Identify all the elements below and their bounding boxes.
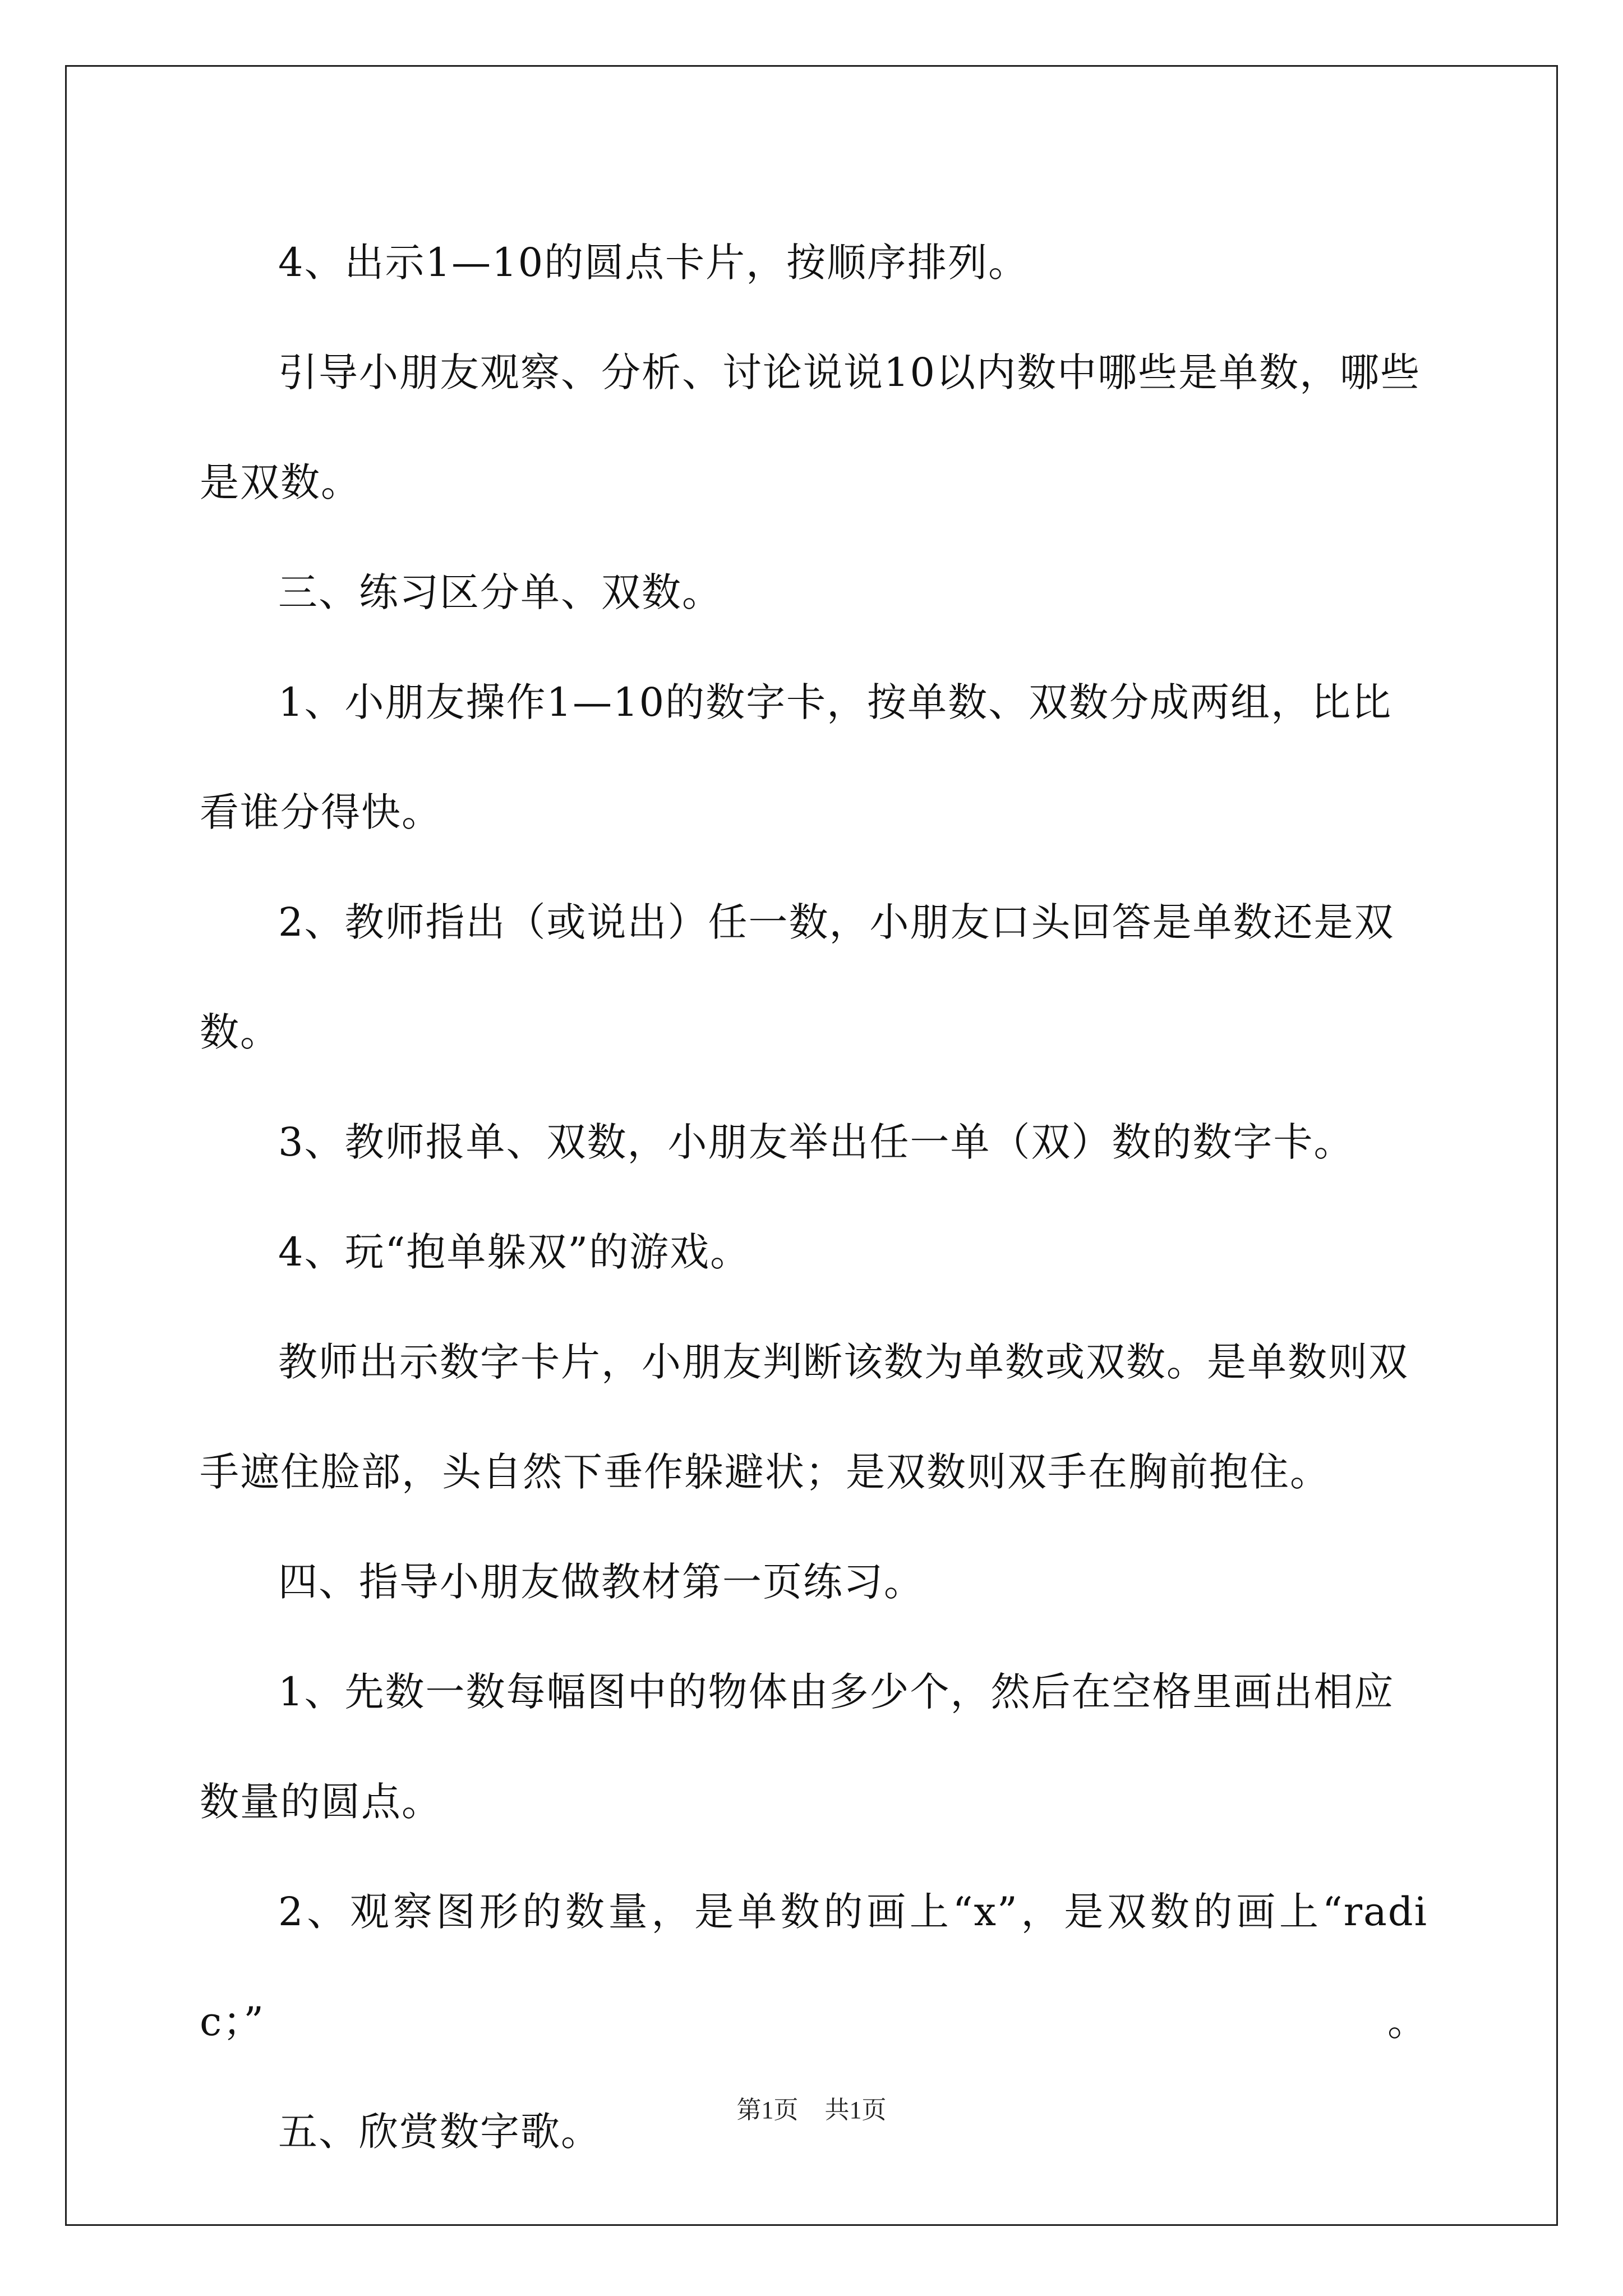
page-footer xyxy=(0,2090,1623,2125)
paragraph: 四、指导小朋友做教材第一页练习。 xyxy=(278,1559,924,1605)
paragraph: 4、出示1—10的圆点卡片，按顺序排列。 xyxy=(278,240,1029,286)
paragraph: 三、练习区分单、双数。 xyxy=(278,569,722,615)
page-total: 共1页 xyxy=(824,2096,887,2124)
paragraph: 教师出示数字卡片，小朋友判断该数为单数或双数。是单数则双手遮住脸部，头自然下垂作躲避状；是双数则双手在胸前抱住。 xyxy=(200,1339,1409,1495)
paragraph: 2、观察图形的数量，是单数的画上“x”，是双数的画上“radic；”。 xyxy=(200,1889,1428,2045)
page-number: 第1页 xyxy=(736,2096,799,2124)
paragraph: 4、玩“抱单躲双”的游戏。 xyxy=(278,1229,751,1275)
document-body xyxy=(200,208,1428,2187)
paragraph: 引导小朋友观察、分析、讨论说说10以内数中哪些是单数，哪些是双数。 xyxy=(200,349,1421,505)
paragraph: 1、小朋友操作1—10的数字卡，按单数、双数分成两组，比比看谁分得快。 xyxy=(200,679,1393,835)
paragraph: 3、教师报单、双数，小朋友举出任一单（双）数的数字卡。 xyxy=(278,1119,1354,1165)
paragraph: 2、教师指出（或说出）任一数，小朋友口头回答是单数还是双数。 xyxy=(200,899,1395,1055)
paragraph: 五、欣赏数字歌。 xyxy=(278,2109,601,2155)
paragraph: 1、先数一数每幅图中的物体由多少个，然后在空格里画出相应数量的圆点。 xyxy=(200,1669,1395,1825)
